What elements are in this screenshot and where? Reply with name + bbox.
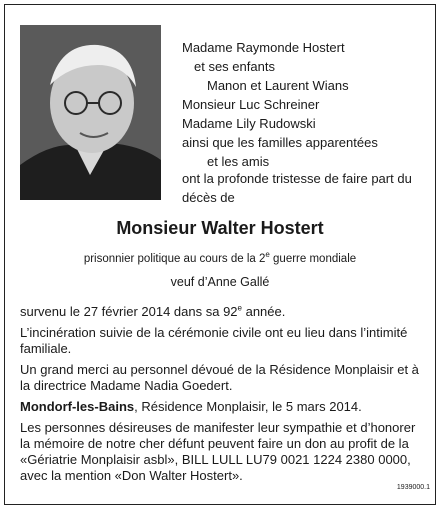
deceased-role bbox=[0, 250, 440, 265]
place-name: Mondorf-les-Bains bbox=[20, 399, 135, 414]
role-superscript: e bbox=[265, 250, 270, 260]
role-text-end: guerre mondiale bbox=[269, 253, 357, 265]
death-date-text: survenu le 27 février 2014 dans sa 92 bbox=[20, 304, 238, 319]
family-line: ainsi que les familles apparentées bbox=[182, 135, 378, 150]
family-line: Madame Raymonde Hostert bbox=[182, 40, 345, 55]
family-list bbox=[182, 38, 432, 171]
portrait-photo bbox=[20, 25, 161, 200]
announcement-line: décès de bbox=[182, 190, 235, 205]
thanks-paragraph: Un grand merci au personnel dévoué de la Résidence Monplaisir et à la directrice Madame Nadia Goedert. bbox=[20, 362, 419, 393]
announcement-line: ont la profonde tristesse de faire part du bbox=[182, 171, 412, 186]
family-line: Madame Lily Rudowski bbox=[182, 116, 316, 131]
role-text: prisonnier politique au cours de la 2 bbox=[83, 253, 266, 265]
donation-paragraph: Les personnes désireuses de manifester leur sympathie et d’honorer la mémoire de notre cher défunt peuvent faire un don au profit de la «Gériatrie Monplaisir asbl», BILL LULL LU79 0021 1224 2380 0000, avec la mention «Don Walter Hostert». bbox=[20, 420, 416, 483]
notice-body bbox=[20, 304, 420, 489]
family-line: et les amis bbox=[207, 154, 270, 169]
portrait-illustration bbox=[20, 25, 161, 200]
family-line: Monsieur Luc Schreiner bbox=[182, 97, 320, 112]
death-date-paragraph bbox=[20, 304, 420, 320]
family-line: Manon et Laurent Wians bbox=[207, 78, 349, 93]
family-line: et ses enfants bbox=[194, 59, 275, 74]
place-date-text: , Résidence Monplaisir, le 5 mars 2014. bbox=[134, 399, 362, 414]
place-date-paragraph bbox=[20, 399, 420, 415]
age-superscript: e bbox=[237, 303, 242, 313]
announcement-text bbox=[182, 169, 432, 207]
deceased-name: Monsieur Walter Hostert bbox=[116, 218, 324, 238]
reference-number: 1939000.1 bbox=[396, 484, 430, 491]
widower-line: veuf d’Anne Gallé bbox=[170, 275, 270, 289]
death-date-end: année. bbox=[241, 304, 286, 319]
cremation-paragraph: L’incinération suivie de la cérémonie civile ont eu lieu dans l’intimité familiale. bbox=[20, 325, 408, 356]
